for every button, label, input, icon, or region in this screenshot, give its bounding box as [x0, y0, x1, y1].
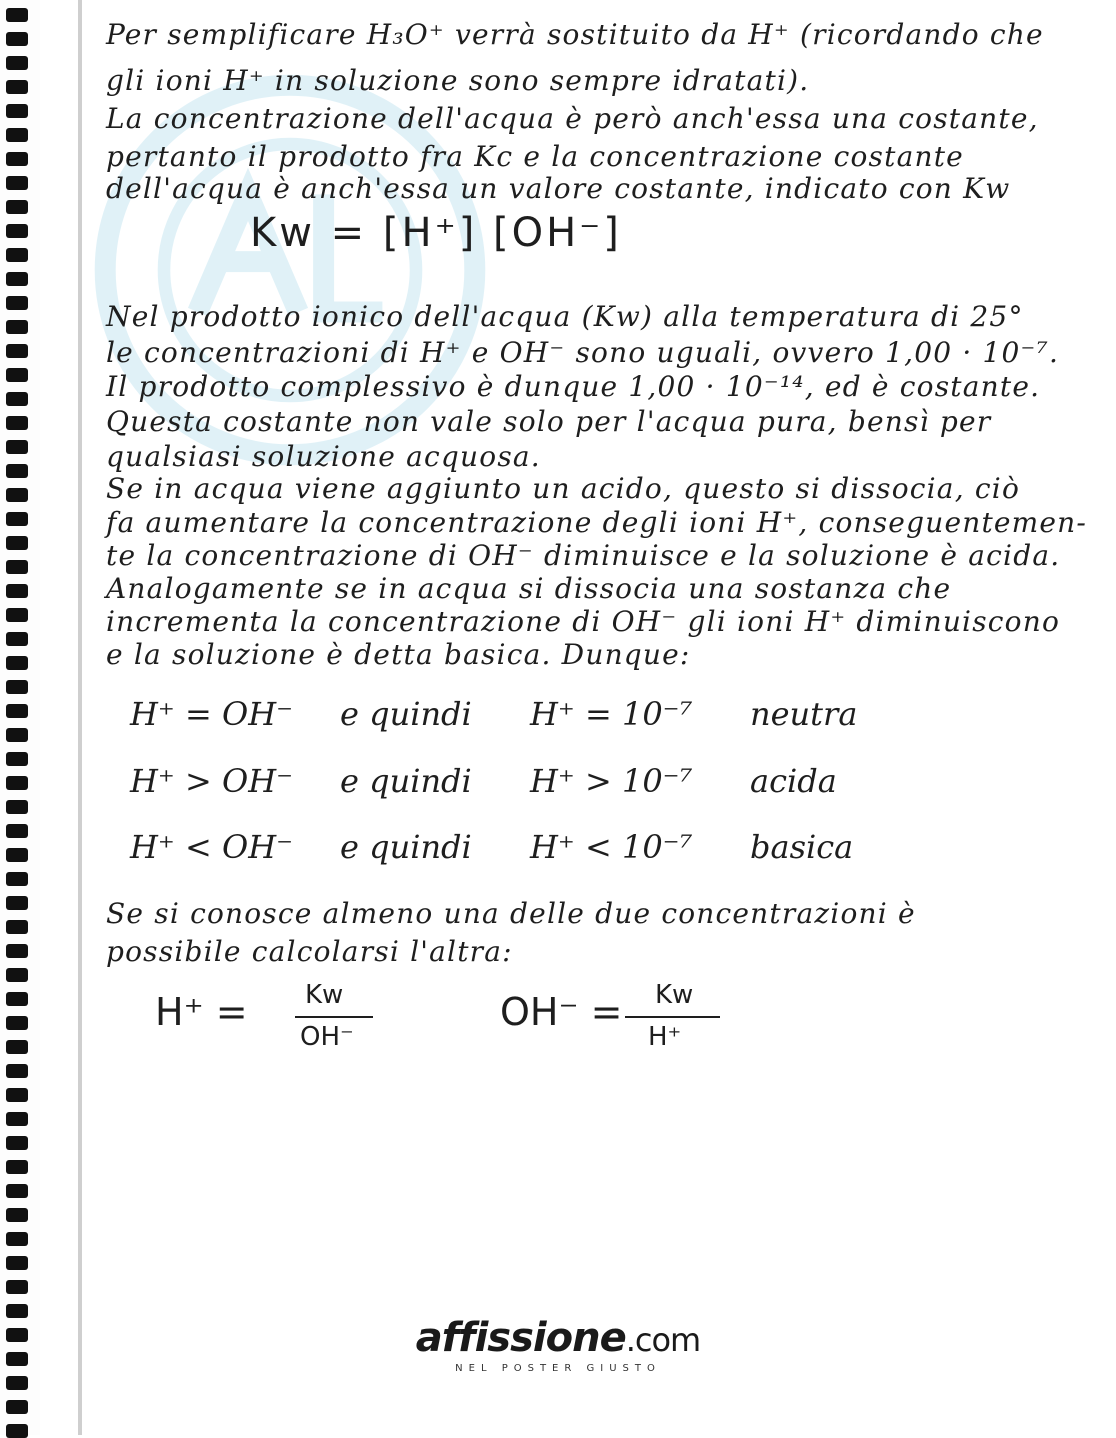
text-line: pertanto il prodotto fra Kc e la concentrazione costante	[106, 140, 964, 173]
binding-hole	[6, 1160, 28, 1174]
binding-hole	[6, 680, 28, 694]
binding-hole	[6, 944, 28, 958]
binding-hole	[6, 704, 28, 718]
binding-hole	[6, 176, 28, 190]
text-line: le concentrazioni di H⁺ e OH⁻ sono uguali, ovvero 1,00 · 10⁻⁷.	[106, 336, 1060, 369]
case-conj: e quindi	[340, 695, 472, 733]
case-basic	[130, 828, 1030, 878]
kw-formula: Kw = [H⁺] [OH⁻]	[250, 210, 622, 256]
binding-hole	[6, 1112, 28, 1126]
binding-hole	[6, 152, 28, 166]
text-line: qualsiasi soluzione acquosa.	[106, 440, 541, 473]
binding-hole	[6, 296, 28, 310]
formula-denominator: OH⁻	[300, 1022, 354, 1052]
binding-hole	[6, 1184, 28, 1198]
notebook-page	[100, 0, 1090, 1300]
binding-hole	[6, 344, 28, 358]
case-conj: e quindi	[340, 828, 472, 866]
binding-hole	[6, 1040, 28, 1054]
binding-hole	[6, 752, 28, 766]
logo-tagline: NEL POSTER GIUSTO	[455, 1363, 661, 1374]
binding-hole	[6, 920, 28, 934]
logo-brand: affissione	[415, 1315, 626, 1361]
binding-hole	[6, 80, 28, 94]
text-line: gli ioni H⁺ in soluzione sono sempre idratati).	[106, 64, 810, 97]
text-line: Nel prodotto ionico dell'acqua (Kw) alla temperatura di 25°	[106, 300, 1024, 333]
binding-hole	[6, 992, 28, 1006]
binding-hole	[6, 104, 28, 118]
text-line: incrementa la concentrazione di OH⁻ gli ioni H⁺ diminuiscono	[106, 605, 1060, 638]
text-line: dell'acqua è anch'essa un valore costante, indicato con Kw	[106, 172, 1011, 205]
binding-hole	[6, 896, 28, 910]
spiral-binding	[0, 0, 40, 1435]
text-line: Se si conosce almeno una delle due concentrazioni è	[106, 897, 916, 930]
binding-hole	[6, 1424, 28, 1438]
binding-hole	[6, 128, 28, 142]
binding-hole	[6, 272, 28, 286]
text-line: Il prodotto complessivo è dunque 1,00 · 10⁻¹⁴, ed è costante.	[106, 370, 1041, 403]
binding-hole	[6, 632, 28, 646]
formula-denominator: H⁺	[648, 1022, 682, 1052]
binding-hole	[6, 200, 28, 214]
binding-hole	[6, 32, 28, 46]
binding-hole	[6, 872, 28, 886]
binding-hole	[6, 248, 28, 262]
case-conj: e quindi	[340, 762, 472, 800]
binding-hole	[6, 1256, 28, 1270]
binding-hole	[6, 1136, 28, 1150]
binding-hole	[6, 1280, 28, 1294]
fraction-bar	[625, 1016, 720, 1018]
text-line: te la concentrazione di OH⁻ diminuisce e la soluzione è acida.	[106, 539, 1061, 572]
text-line: Per semplificare H₃O⁺ verrà sostituito da H⁺ (ricordando che	[106, 18, 1044, 51]
binding-hole	[6, 560, 28, 574]
case-acid	[130, 762, 1030, 812]
binding-hole	[6, 656, 28, 670]
case-relation: H⁺ = OH⁻	[130, 695, 293, 733]
binding-hole	[6, 1400, 28, 1414]
case-value: H⁺ > 10⁻⁷	[530, 762, 693, 800]
case-neutral	[130, 695, 1030, 745]
binding-hole	[6, 728, 28, 742]
case-value: H⁺ = 10⁻⁷	[530, 695, 693, 733]
binding-hole	[6, 464, 28, 478]
binding-hole	[6, 848, 28, 862]
logo-domain: .com	[625, 1321, 701, 1359]
case-relation: H⁺ < OH⁻	[130, 828, 293, 866]
binding-hole	[6, 368, 28, 382]
binding-hole	[6, 776, 28, 790]
case-result: basica	[750, 828, 854, 866]
binding-hole	[6, 536, 28, 550]
binding-hole	[6, 392, 28, 406]
binding-hole	[6, 488, 28, 502]
text-line: e la soluzione è detta basica. Dunque:	[106, 638, 691, 671]
text-line: possibile calcolarsi l'altra:	[106, 935, 513, 968]
binding-hole	[6, 1088, 28, 1102]
binding-hole	[6, 608, 28, 622]
text-line: Questa costante non vale solo per l'acqua pura, bensì per	[106, 405, 992, 438]
affissione-logo	[0, 1315, 1116, 1374]
case-relation: H⁺ > OH⁻	[130, 762, 293, 800]
binding-hole	[6, 440, 28, 454]
formula-numerator: Kw	[655, 980, 694, 1010]
binding-hole	[6, 824, 28, 838]
binding-hole	[6, 416, 28, 430]
binding-hole	[6, 8, 28, 22]
text-line: Se in acqua viene aggiunto un acido, questo si dissocia, ciò	[106, 472, 1020, 505]
text-line: fa aumentare la concentrazione degli ioni H⁺, conseguentemen-	[106, 506, 1088, 539]
binding-hole	[6, 1232, 28, 1246]
binding-hole	[6, 1376, 28, 1390]
fraction-bar	[295, 1016, 373, 1018]
text-line: Analogamente se in acqua si dissocia una sostanza che	[106, 572, 952, 605]
binding-hole	[6, 224, 28, 238]
binding-hole	[6, 320, 28, 334]
case-value: H⁺ < 10⁻⁷	[530, 828, 693, 866]
binding-hole	[6, 1208, 28, 1222]
binding-hole	[6, 56, 28, 70]
formula-lhs: H⁺ =	[155, 990, 248, 1034]
binding-hole	[6, 800, 28, 814]
binding-hole	[6, 512, 28, 526]
formula-lhs: OH⁻ =	[500, 990, 623, 1034]
binding-hole	[6, 584, 28, 598]
case-result: acida	[750, 762, 837, 800]
binding-hole	[6, 1064, 28, 1078]
formula-numerator: Kw	[305, 980, 344, 1010]
case-result: neutra	[750, 695, 858, 733]
text-line: La concentrazione dell'acqua è però anch'essa una costante,	[106, 102, 1039, 135]
logo-wordmark	[416, 1315, 700, 1361]
binding-hole	[6, 1016, 28, 1030]
binding-hole	[6, 968, 28, 982]
